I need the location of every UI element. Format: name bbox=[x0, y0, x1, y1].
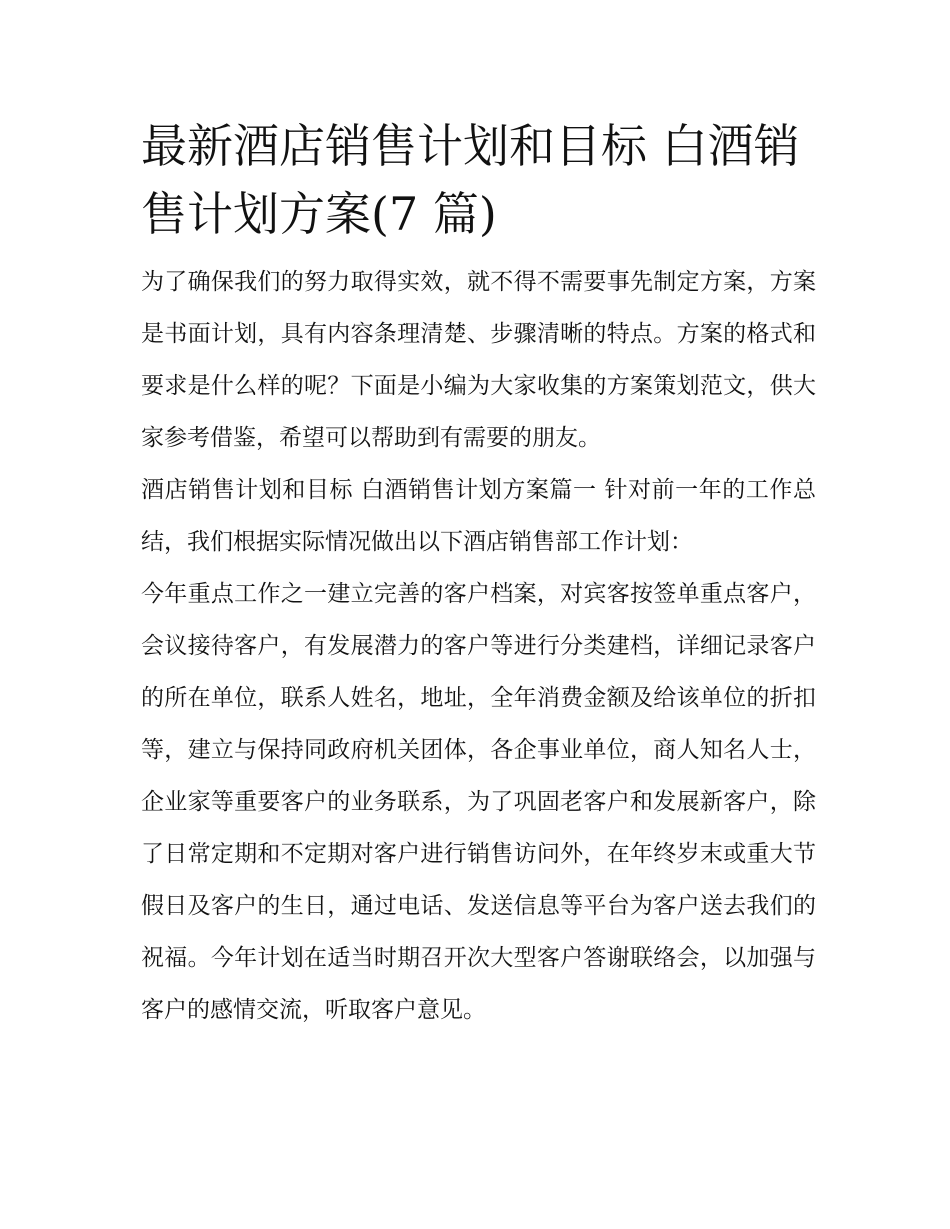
document-body bbox=[141, 112, 816, 1036]
document-title: 最新酒店销售计划和目标 白酒销售计划方案(7 篇) bbox=[141, 119, 800, 241]
paragraph-customer-files: 今年重点工作之一建立完善的客户档案，对宾客按签单重点客户，会议接待客户，有发展潜力的客户等进行分类建档，详细记录客户的所在单位，联系人姓名，地址，全年消费金额及给该单位的折扣等，建立与保持同政府机关团体，各企事业单位，商人知名人士，企业家等重要客户的业务联系，为了巩固老客户和发展新客户，除了日常定期和不定期对客户进行销售访问外，在年终岁末或重大节假日及客户的生日，通过电话、发送信息等平台为客户送去我们的祝福。今年计划在适当时期召开次大型客户答谢联络会，以加强与客户的感情交流，听取客户意见。 bbox=[141, 581, 816, 1023]
paragraph-section-one-heading: 酒店销售计划和目标 白酒销售计划方案篇一 针对前一年的工作总结，我们根据实际情况做出以下酒店销售部工作计划： bbox=[141, 477, 816, 555]
paragraph-intro: 为了确保我们的努力取得实效，就不得不需要事先制定方案，方案是书面计划，具有内容条理清楚、步骤清晰的特点。方案的格式和要求是什么样的呢？下面是小编为大家收集的方案策划范文，供大家参考借鉴，希望可以帮助到有需要的朋友。 bbox=[141, 269, 816, 451]
